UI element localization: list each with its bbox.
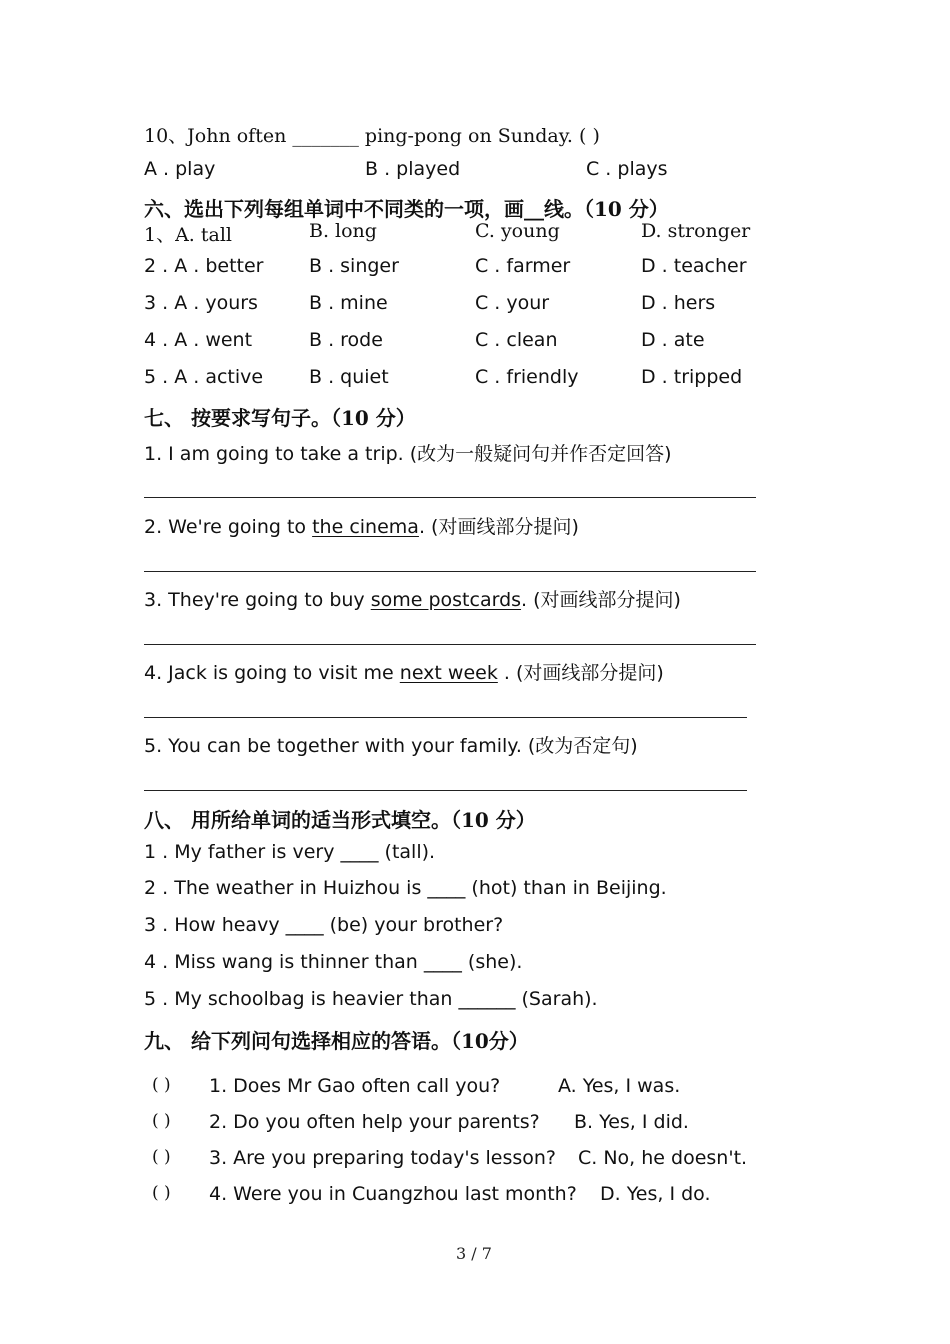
s6-row-5-c: C . friendly — [475, 366, 579, 388]
section-9-heading: 九、 给下列问句选择相应的答语。（10分） — [144, 1029, 529, 1053]
s7-question-2 — [144, 512, 579, 539]
s7-answer-line-1[interactable] — [144, 497, 756, 498]
s7-q2-instruction: . (对画线部分提问) — [418, 516, 579, 538]
s7-q2-underlined: the cinema — [312, 516, 419, 538]
s7-answer-line-4[interactable] — [144, 717, 747, 718]
s9-question-4: 4. Were you in Cuangzhou last month? — [209, 1183, 577, 1205]
s7-q3-instruction: . (对画线部分提问) — [521, 589, 681, 611]
s9-question-1: 1. Does Mr Gao often call you? — [209, 1075, 501, 1097]
question-10-option-c: C . plays — [586, 158, 668, 180]
s9-answer-c: C. No, he doesn't. — [578, 1147, 748, 1169]
s6-row-2-b: B . singer — [309, 255, 399, 277]
s7-question-4 — [144, 658, 664, 685]
s6-row-1-a: 1、A. tall — [144, 224, 233, 246]
s6-row-3-c: C . your — [475, 292, 550, 314]
section-7-heading: 七、 按要求写句子。（10 分） — [144, 406, 416, 430]
s7-question-5: 5. You can be together with your family. (改为否定句) — [144, 735, 638, 757]
s6-row-1-c: C. young — [475, 220, 560, 242]
s9-answer-b: B. Yes, I did. — [574, 1111, 689, 1133]
s7-q3-text: 3. They're going to buy — [144, 589, 371, 611]
s6-row-2-a: 2 . A . better — [144, 255, 264, 277]
s9-question-2: 2. Do you often help your parents? — [209, 1111, 540, 1133]
section-8-heading: 八、 用所给单词的适当形式填空。（10 分） — [144, 808, 536, 832]
s9-answer-d: D. Yes, I do. — [600, 1183, 711, 1205]
s7-answer-line-5[interactable] — [144, 790, 747, 791]
question-10-option-b: B . played — [365, 158, 461, 180]
s6-row-5-b: B . quiet — [309, 366, 389, 388]
s8-item-1: 1 . My father is very ____ (tall). — [144, 841, 436, 863]
s9-answer-blank-3[interactable]: ( ) — [152, 1147, 171, 1167]
s8-item-2: 2 . The weather in Huizhou is ____ (hot) than in Beijing. — [144, 877, 667, 899]
s7-question-1: 1. I am going to take a trip. (改为一般疑问句并作否定回答) — [144, 443, 672, 465]
s6-row-2-c: C . farmer — [475, 255, 571, 277]
s9-question-3: 3. Are you preparing today's lesson? — [209, 1147, 557, 1169]
s7-q4-text: 4. Jack is going to visit me — [144, 662, 400, 684]
s8-item-5: 5 . My schoolbag is heavier than ______ (Sarah). — [144, 988, 598, 1010]
s6-row-4-d: D . ate — [641, 329, 705, 351]
s6-row-3-a: 3 . A . yours — [144, 292, 258, 314]
s7-q4-instruction: . (对画线部分提问) — [497, 662, 664, 684]
s6-row-5-d: D . tripped — [641, 366, 743, 388]
s6-row-2-d: D . teacher — [641, 255, 747, 277]
s9-answer-a: A. Yes, I was. — [558, 1075, 681, 1097]
s9-answer-blank-2[interactable]: ( ) — [152, 1111, 171, 1131]
question-10-text: 10、John often _______ ping-pong on Sunday. ( ) — [144, 125, 600, 147]
s7-q3-underlined: some postcards — [370, 589, 522, 611]
s7-q4-underlined: next week — [399, 662, 498, 684]
s8-item-4: 4 . Miss wang is thinner than ____ (she). — [144, 951, 523, 973]
s7-answer-line-3[interactable] — [144, 644, 756, 645]
s6-row-3-b: B . mine — [309, 292, 388, 314]
s6-row-4-b: B . rode — [309, 329, 383, 351]
s8-item-3: 3 . How heavy ____ (be) your brother? — [144, 914, 504, 936]
s9-answer-blank-4[interactable]: ( ) — [152, 1183, 171, 1203]
question-10-option-a: A . play — [144, 158, 216, 180]
s6-row-1-d: D. stronger — [641, 220, 751, 242]
s6-row-1-b: B. long — [309, 220, 377, 242]
s6-row-5-a: 5 . A . active — [144, 366, 264, 388]
section-6-heading: 六、选出下列每组单词中不同类的一项，画__线。（10 分） — [144, 197, 669, 221]
s7-q2-text: 2. We're going to — [144, 516, 313, 538]
s9-answer-blank-1[interactable]: ( ) — [152, 1075, 171, 1095]
s7-answer-line-2[interactable] — [144, 571, 756, 572]
page-number: 3 / 7 — [456, 1244, 492, 1263]
s6-row-4-c: C . clean — [475, 329, 558, 351]
s6-row-3-d: D . hers — [641, 292, 716, 314]
s7-question-3 — [144, 585, 681, 612]
s6-row-4-a: 4 . A . went — [144, 329, 253, 351]
